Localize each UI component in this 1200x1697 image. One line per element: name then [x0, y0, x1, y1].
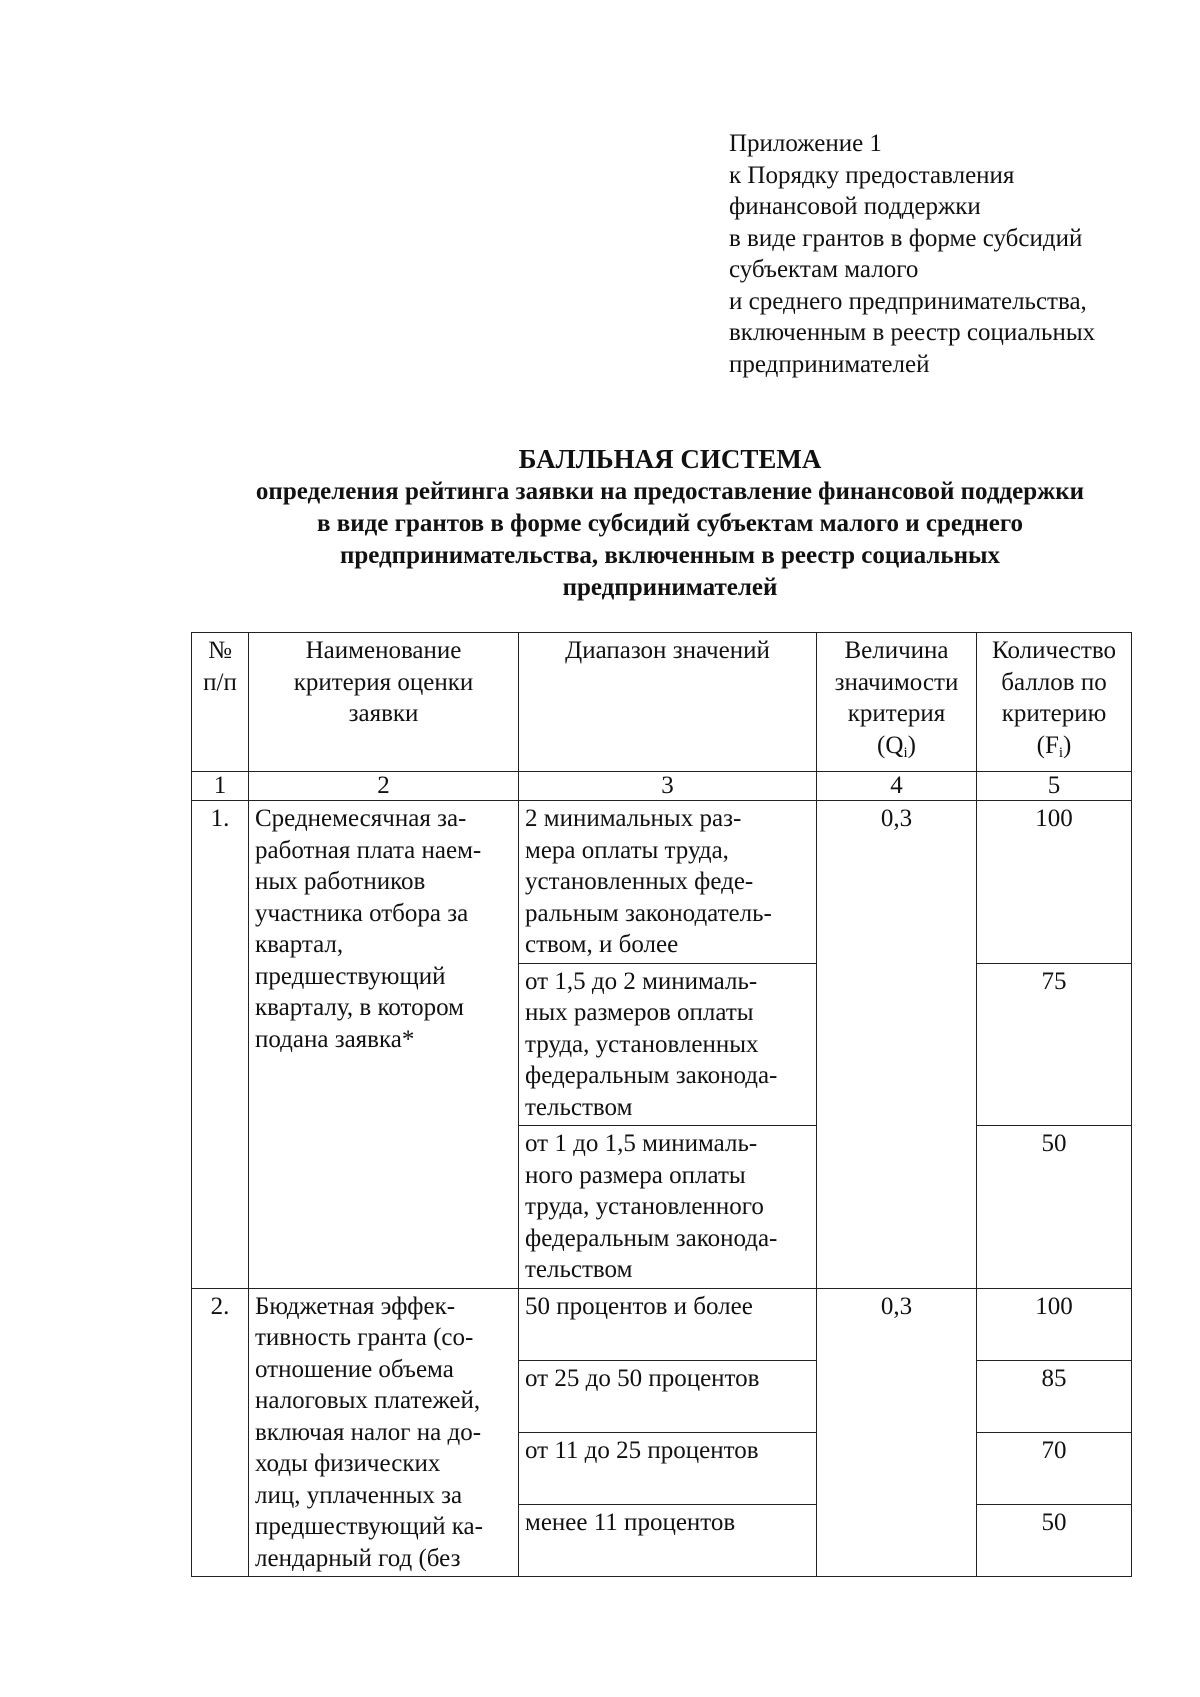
criterion-points: 70 — [977, 1432, 1132, 1504]
column-number: 4 — [817, 772, 977, 801]
criterion-weight: 0,3 — [817, 801, 977, 1289]
column-number: 5 — [977, 772, 1132, 801]
table-row — [192, 1288, 1132, 1360]
row-num: 1. — [192, 801, 249, 1289]
column-number: 3 — [519, 772, 817, 801]
column-number: 1 — [192, 772, 249, 801]
appendix-line: в виде грантов в форме субсидий — [729, 224, 1083, 252]
document-subtitle-line: определения рейтинга заявки на предоставление финансовой поддержки — [255, 478, 1085, 505]
document-subtitle-line: предпринимательства, включенным в реестр социальных — [339, 542, 1001, 569]
column-number: 2 — [249, 772, 519, 801]
range-value: 2 минимальных раз- мера оплаты труда, установленных феде- ральным законодатель- ством, и более — [519, 801, 817, 964]
appendix-line: финансовой поддержки — [729, 193, 981, 220]
range-value: от 25 до 50 процентов — [519, 1360, 817, 1432]
rating-table — [191, 632, 1132, 1577]
range-value: от 1 до 1,5 минималь- ного размера оплаты труда, установленного федеральным законода- тельством — [519, 1126, 817, 1289]
criterion-name: Среднемесячная за- работная плата наем- ных работников участника отбора за квартал, предшествующий кварталу, в котором подана заявка* — [249, 801, 519, 1289]
criterion-points: 75 — [977, 963, 1132, 1126]
criterion-points: 100 — [977, 801, 1132, 964]
appendix-line: к Порядку предоставления — [729, 161, 1015, 189]
column-number-row — [192, 772, 1132, 801]
table-header-row — [192, 633, 1132, 772]
appendix-block — [729, 128, 1169, 380]
criterion-points: 50 — [977, 1126, 1132, 1289]
range-value: 50 процентов и более — [519, 1288, 817, 1360]
range-value: менее 11 процентов — [519, 1504, 817, 1576]
header-criterion: Наименование критерия оценки заявки — [249, 633, 519, 772]
criterion-points: 85 — [977, 1360, 1132, 1432]
document-heading — [190, 443, 1150, 604]
document-title: БАЛЛЬНАЯ СИСТЕМА — [518, 444, 822, 474]
appendix-line: Приложение 1 — [729, 130, 882, 157]
header-points: Количество баллов по критерию $(F_i)$ — [977, 633, 1132, 772]
appendix-line: субъектам малого — [729, 256, 919, 283]
table-row — [192, 801, 1132, 964]
range-value: от 11 до 25 процентов — [519, 1432, 817, 1504]
range-value: от 1,5 до 2 минималь- ных размеров оплаты труда, установленных федеральным законода- тельством — [519, 963, 817, 1126]
header-num: № п/п — [192, 633, 249, 772]
header-weight: Величина значимости критерия $(Q_i)$ — [817, 633, 977, 772]
criterion-points: 100 — [977, 1288, 1132, 1360]
criterion-name: Бюджетная эффек- тивность гранта (со- отношение объема налоговых платежей, включая налог на до- ходы физических лиц, уплаченных за предшествующий ка- лендарный год (без — [249, 1288, 519, 1577]
appendix-line: и среднего предпринимательства, — [729, 287, 1087, 315]
document-subtitle-line: предпринимателей — [562, 574, 778, 601]
header-range: Диапазон значений — [519, 633, 817, 772]
criterion-points: 50 — [977, 1504, 1132, 1576]
row-num: 2. — [192, 1288, 249, 1577]
criterion-weight: 0,3 — [817, 1288, 977, 1577]
document-subtitle-line: в виде грантов в форме субсидий субъектам малого и среднего — [316, 510, 1024, 537]
appendix-line: предпринимателей — [729, 350, 930, 378]
appendix-line: включенным в реестр социальных — [729, 319, 1096, 346]
